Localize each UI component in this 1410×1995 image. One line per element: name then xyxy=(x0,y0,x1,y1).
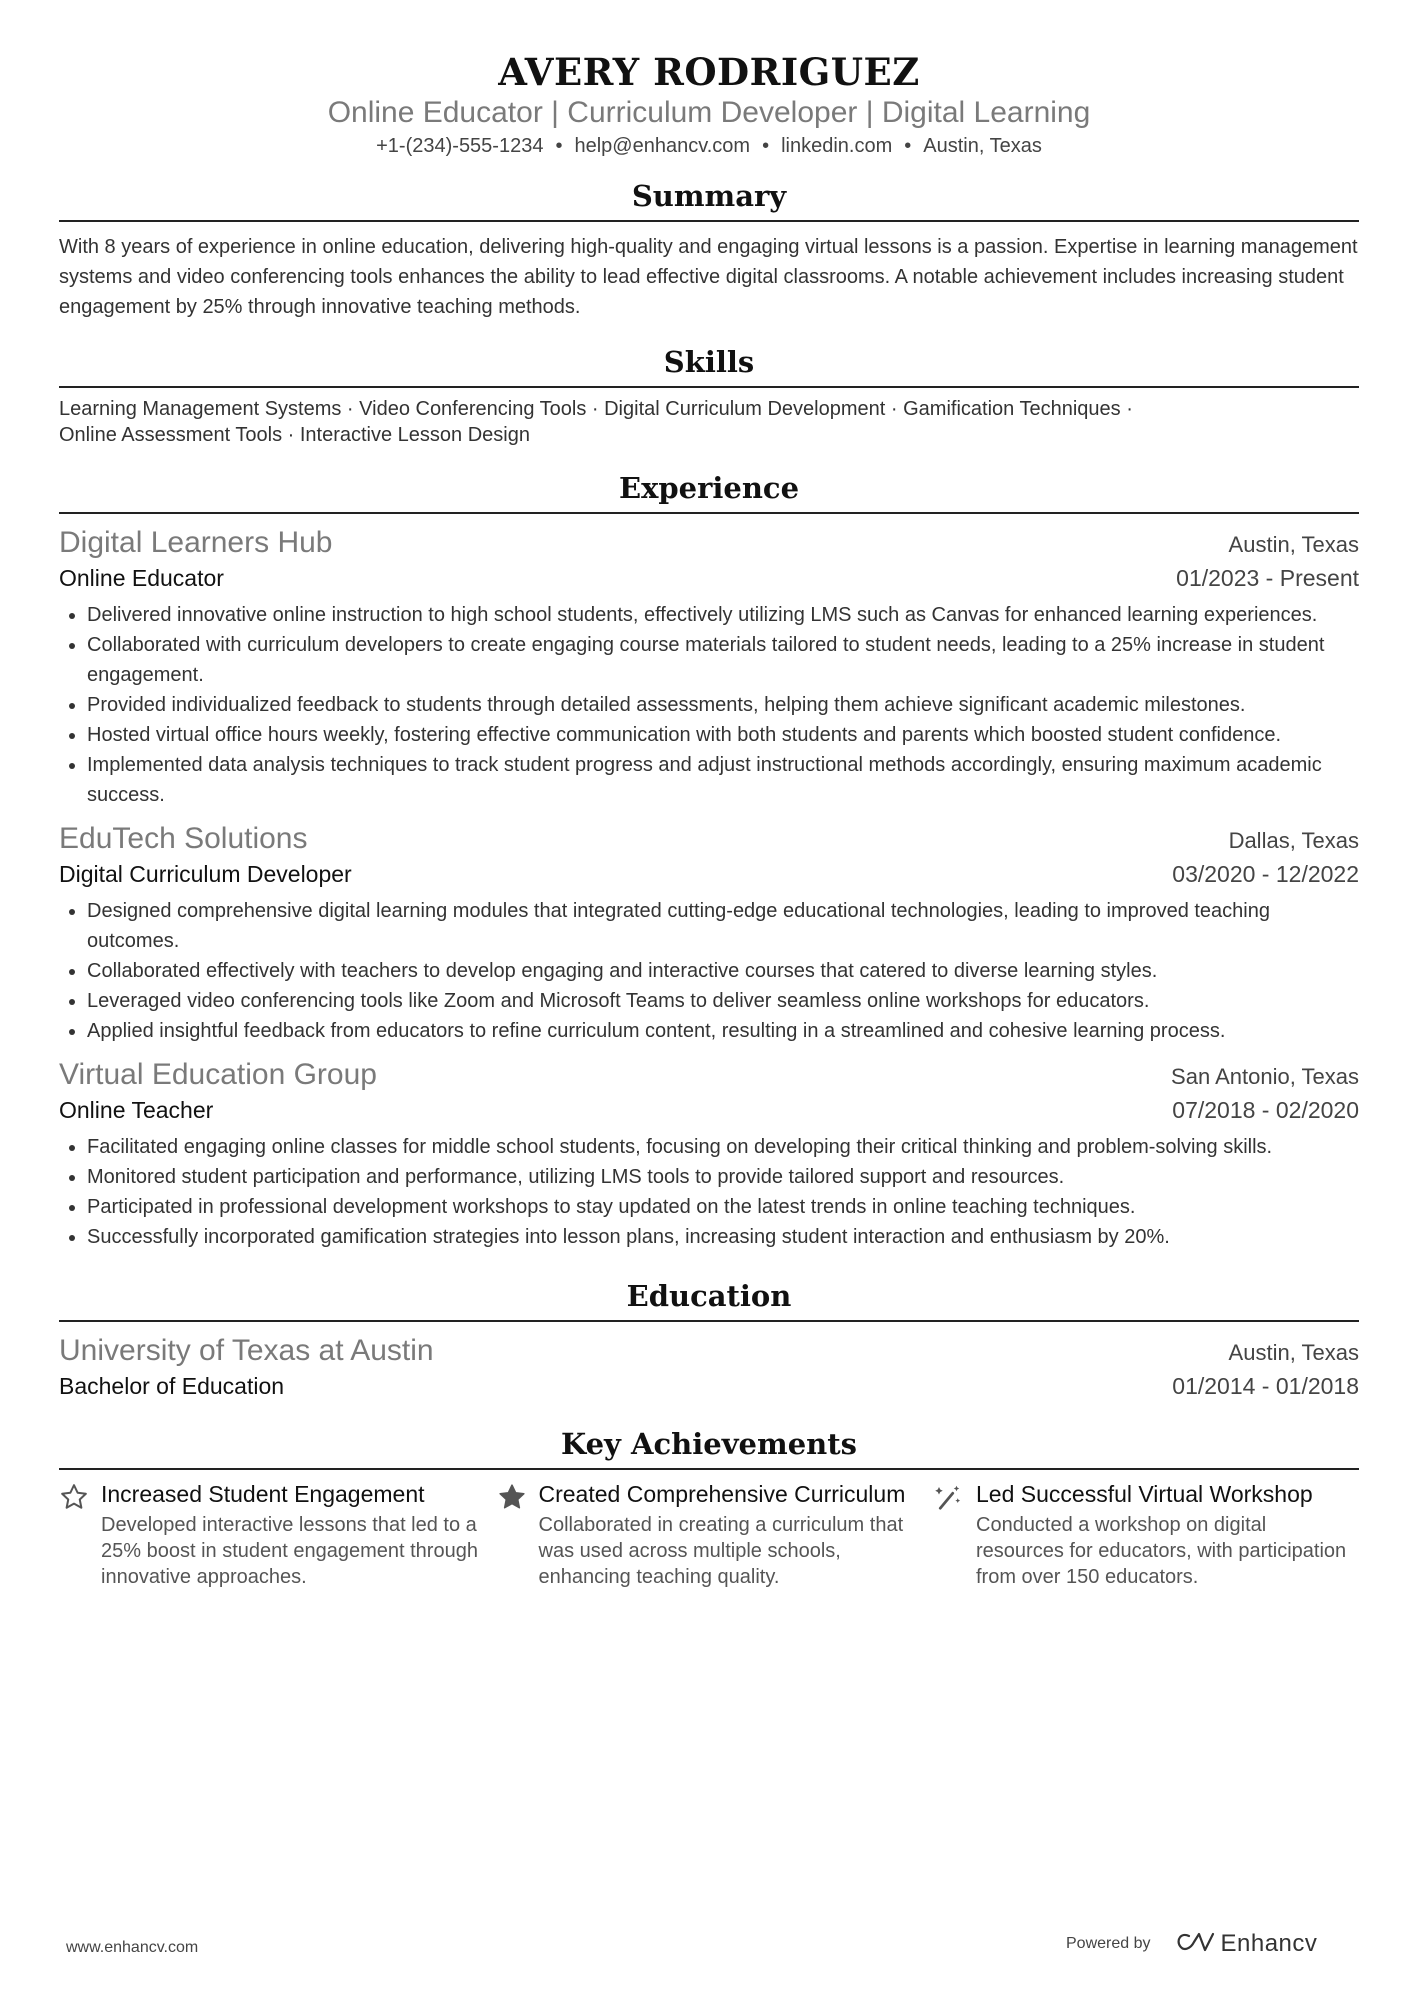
skills-list xyxy=(59,396,1359,448)
bullet-item: • Collaborated effectively with teachers to develop engaging and interactive courses that catered to diverse learning styles. xyxy=(87,956,1359,986)
bullet-item: • Provided individualized feedback to students through detailed assessments, helping them achieve significant academic milestones. xyxy=(87,690,1359,720)
job-bullets xyxy=(59,1132,1359,1252)
powered-by-label: Powered by xyxy=(1066,1935,1151,1952)
star-filled-icon xyxy=(497,1480,539,1590)
company-name: Digital Learners Hub xyxy=(59,526,333,559)
achievement-item xyxy=(934,1480,1359,1590)
candidate-name: AVERY RODRIGUEZ xyxy=(498,50,920,94)
job-bullets xyxy=(59,600,1359,810)
company-name: Virtual Education Group xyxy=(59,1058,377,1091)
achievement-desc: Conducted a workshop on digital resources for educators, with participation from over 150 educators. xyxy=(976,1514,1347,1588)
footer-website[interactable]: www.enhancv.com xyxy=(66,1939,199,1956)
job-role: Online Educator xyxy=(59,565,224,591)
skills-section xyxy=(59,342,1359,448)
summary-text: With 8 years of experience in online education, delivering high-quality and engaging virtual lessons is a passion. Expertise in learning management systems and video conferencing tools enhances the ability to lead effective digital classrooms. A notable achievement includes increasing student engagement by 25% through innovative teaching methods. xyxy=(59,236,1358,318)
school-name: University of Texas at Austin xyxy=(59,1334,434,1367)
achievement-desc: Developed interactive lessons that led to a 25% boost in student engagement through innovative approaches. xyxy=(101,1514,478,1588)
degree: Bachelor of Education xyxy=(59,1373,285,1399)
school-location: Austin, Texas xyxy=(1228,1340,1359,1365)
job-entry xyxy=(59,524,1359,810)
achievement-title: Increased Student Engagement xyxy=(101,1481,425,1507)
job-bullets xyxy=(59,896,1359,1046)
bullet-item: • Facilitated engaging online classes for middle school students, focusing on developing their critical thinking and problem-solving skills. xyxy=(87,1132,1359,1162)
achievement-item xyxy=(59,1480,484,1590)
job-entry xyxy=(59,820,1359,1046)
skills-line: Learning Management Systems · Video Conferencing Tools · Digital Curriculum Development · Gamification Techniques · xyxy=(59,398,1133,420)
achievements-section xyxy=(59,1424,1359,1590)
job-dates: 01/2023 - Present xyxy=(1176,565,1359,591)
job-location: San Antonio, Texas xyxy=(1171,1064,1359,1089)
summary-heading: Summary xyxy=(59,176,1359,222)
skills-heading: Skills xyxy=(59,342,1359,388)
bullet-separator: • xyxy=(555,135,563,157)
bullet-item: • Participated in professional development workshops to stay updated on the latest trends in online teaching techniques. xyxy=(87,1192,1359,1222)
candidate-title: Online Educator | Curriculum Developer | Digital Learning xyxy=(327,96,1091,129)
magic-wand-icon xyxy=(934,1480,976,1590)
bullet-separator: • xyxy=(762,135,770,157)
skills-line: Online Assessment Tools · Interactive Lesson Design xyxy=(59,424,530,446)
company-name: EduTech Solutions xyxy=(59,822,308,855)
job-location: Austin, Texas xyxy=(1228,532,1359,557)
star-outline-icon xyxy=(59,1480,101,1590)
phone: +1-(234)-555-1234 xyxy=(376,135,544,157)
job-role: Online Teacher xyxy=(59,1097,214,1123)
education-section xyxy=(59,1276,1359,1402)
resume-header xyxy=(59,0,1359,160)
bullet-item: • Designed comprehensive digital learning modules that integrated cutting-edge educational technologies, leading to improved teaching outcomes. xyxy=(87,896,1359,956)
achievement-desc: Collaborated in creating a curriculum that was used across multiple schools, enhancing teaching quality. xyxy=(538,1514,904,1588)
job-role: Digital Curriculum Developer xyxy=(59,861,352,887)
resume-page xyxy=(59,0,1359,1590)
bullet-separator: • xyxy=(904,135,912,157)
education-heading: Education xyxy=(59,1276,1359,1322)
email-link[interactable]: help@enhancv.com xyxy=(574,135,751,157)
contact-info xyxy=(59,132,1359,160)
education-dates: 01/2014 - 01/2018 xyxy=(1172,1373,1359,1399)
bullet-item: • Applied insightful feedback from educators to refine curriculum content, resulting in a streamlined and cohesive learning process. xyxy=(87,1016,1359,1046)
experience-section xyxy=(59,468,1359,1252)
bullet-item: • Successfully incorporated gamification strategies into lesson plans, increasing student interaction and enthusiasm by 20%. xyxy=(87,1222,1359,1252)
enhancv-logo-icon[interactable] xyxy=(1175,1931,1215,1958)
summary-section xyxy=(59,176,1359,322)
bullet-item: • Monitored student participation and performance, utilizing LMS tools to provide tailored support and resources. xyxy=(87,1162,1359,1192)
bullet-item: • Delivered innovative online instruction to high school students, effectively utilizing LMS such as Canvas for enhanced learning experiences. xyxy=(87,600,1359,630)
location: Austin, Texas xyxy=(923,135,1042,157)
bullet-item: • Hosted virtual office hours weekly, fostering effective communication with both students and parents which boosted student confidence. xyxy=(87,720,1359,750)
job-entry xyxy=(59,1056,1359,1252)
bullet-item: • Collaborated with curriculum developers to create engaging course materials tailored to student needs, leading to a 25% increase in student engagement. xyxy=(87,630,1359,690)
achievements-heading: Key Achievements xyxy=(59,1424,1359,1470)
achievement-item xyxy=(497,1480,922,1590)
linkedin-link[interactable]: linkedin.com xyxy=(781,135,893,157)
experience-heading: Experience xyxy=(59,468,1359,514)
job-dates: 07/2018 - 02/2020 xyxy=(1172,1097,1359,1123)
footer-branding xyxy=(1066,1930,1317,1958)
bullet-item: • Implemented data analysis techniques to track student progress and adjust instructional methods accordingly, ensuring maximum academic success. xyxy=(87,750,1359,810)
job-dates: 03/2020 - 12/2022 xyxy=(1172,861,1359,887)
achievement-title: Created Comprehensive Curriculum xyxy=(538,1481,906,1507)
job-location: Dallas, Texas xyxy=(1228,828,1359,853)
achievement-title: Led Successful Virtual Workshop xyxy=(976,1481,1313,1507)
bullet-item: • Leveraged video conferencing tools like Zoom and Microsoft Teams to deliver seamless online workshops for educators. xyxy=(87,986,1359,1016)
brand-name[interactable]: Enhancv xyxy=(1220,1930,1318,1957)
education-entry xyxy=(59,1332,1359,1402)
